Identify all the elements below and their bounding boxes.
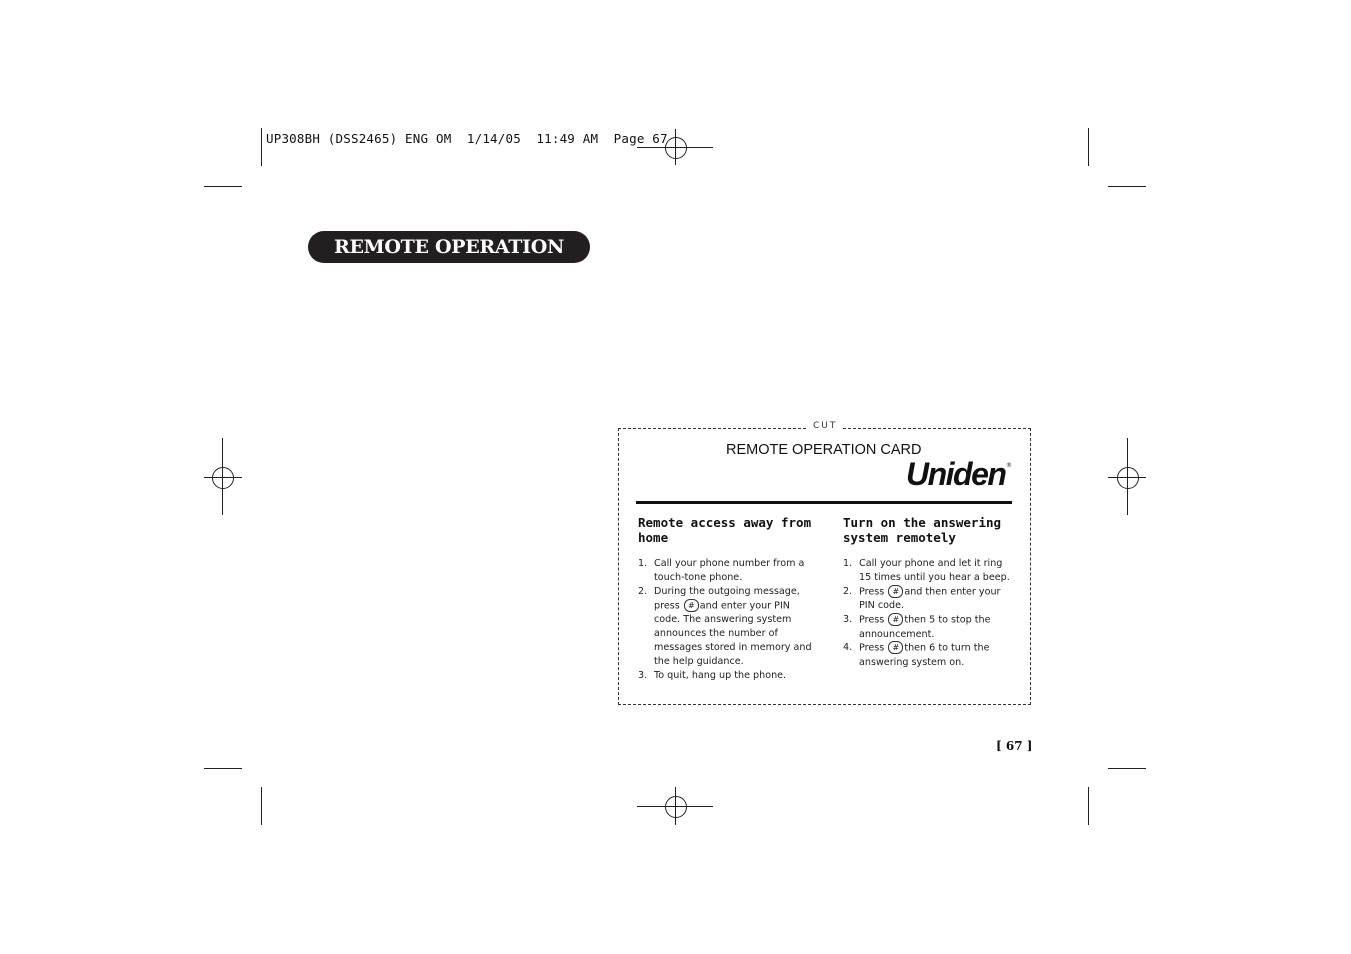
page-number: [ 67 ] — [996, 739, 1033, 753]
hash-key-icon: # — [888, 641, 903, 654]
list-item: 2. During the outgoing message, press # and enter your PIN code. The answering system announces the number of messages stored in memory and the help guidance. — [638, 585, 812, 667]
section-title: REMOTE OPERATION CARD — [308, 231, 590, 263]
crop-mark — [261, 787, 262, 825]
list-item: 3. Press # then 5 to stop the announcement. — [843, 614, 991, 640]
registered-mark: ® — [1006, 462, 1012, 469]
section-heading: Remote access away from home — [638, 515, 812, 545]
list-item: 1. Call your phone and let it ring 15 times until you hear a beep. — [843, 558, 1010, 583]
crop-mark — [261, 128, 262, 166]
print-slug: UP308BH (DSS2465) ENG OM 1/14/05 11:49 AM Page 67 — [266, 131, 668, 146]
section-heading: Turn on the answering system remotely — [843, 515, 1002, 545]
answering-system-section — [843, 515, 1011, 670]
list-item: 4. Press # then 6 to turn the answering system on. — [843, 642, 990, 668]
hash-key-icon: # — [684, 599, 699, 612]
remote-access-section — [638, 515, 818, 683]
list-item: 3. To quit, hang up the phone. — [638, 669, 787, 681]
cut-label: CUT — [808, 421, 842, 431]
hash-key-icon: # — [888, 585, 903, 598]
crop-mark — [1108, 186, 1146, 187]
crop-mark — [1088, 787, 1089, 825]
crop-mark — [1108, 768, 1146, 769]
card-title: REMOTE OPERATION CARD — [726, 442, 922, 458]
hash-key-icon: # — [888, 613, 903, 626]
crop-mark — [1088, 128, 1089, 166]
uniden-logo: Uniden — [906, 456, 1006, 492]
crop-mark — [204, 768, 242, 769]
list-item: 1. Call your phone number from a touch-tone phone. — [638, 558, 805, 583]
list-item: 2. Press # and then enter your PIN code. — [843, 585, 1001, 612]
crop-mark — [204, 186, 242, 187]
steps-list — [843, 557, 1011, 670]
steps-list — [638, 557, 818, 683]
card-divider — [636, 501, 1012, 504]
